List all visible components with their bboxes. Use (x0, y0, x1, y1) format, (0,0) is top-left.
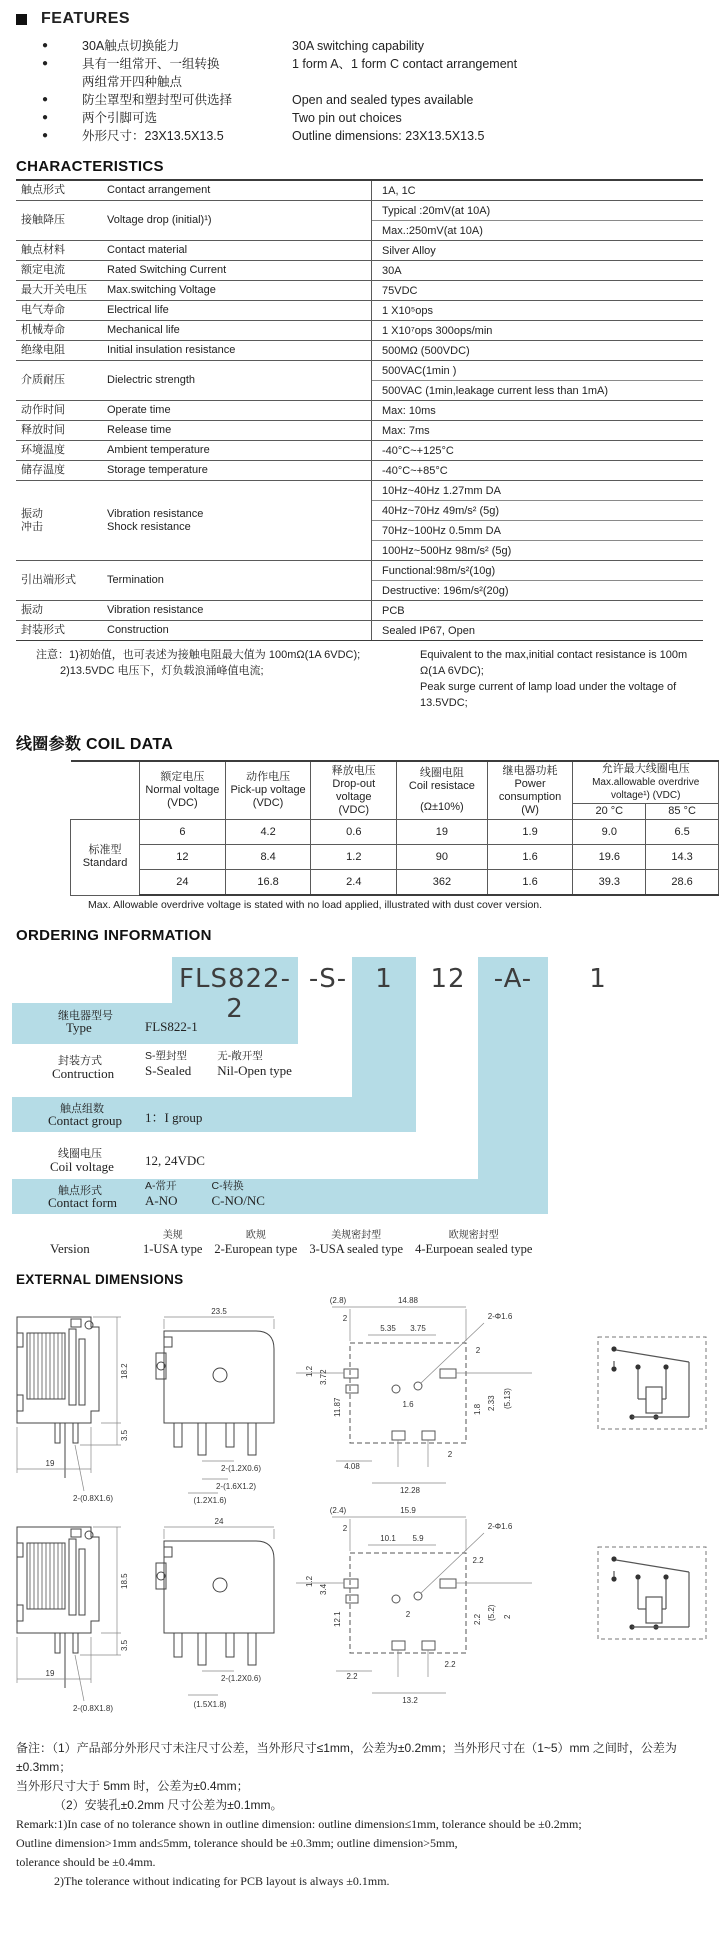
row-label-en: Termination (107, 574, 164, 586)
table-row (16, 621, 703, 640)
dim-label: 3.5 (120, 1639, 129, 1651)
coil-cell: 0.6 (311, 820, 397, 845)
dim-label: 3.4 (319, 1583, 328, 1595)
row-label-en: Rated Switching Current (107, 264, 227, 276)
type-value: FLS822-1 (145, 1019, 198, 1034)
dim-label: 13.2 (402, 1696, 418, 1705)
coil-voltage-label-en: Coil voltage (50, 1159, 114, 1174)
row-label-en: Mechanical life (107, 324, 180, 336)
coil-cell: 4.2 (225, 820, 311, 845)
row-value: 1 X10⁷ops 300ops/min (382, 324, 493, 337)
table-row (16, 461, 703, 481)
feature-en: Two pin out choices (292, 111, 402, 125)
dim-label: 19 (45, 1669, 55, 1678)
dim-label: 19 (45, 1459, 55, 1468)
coil-header-normal: 额定电压 Normal voltage (VDC) (140, 761, 226, 820)
coil-cell: 14.3 (646, 845, 719, 870)
dim-label: 2.33 (487, 1395, 496, 1411)
remark-en-1: Remark:1)In case of no tolerance shown in outline dimension: outline dimension≤1mm, tolerance should be ±0.2mm; (16, 1817, 582, 1831)
row-value: 30A (382, 264, 402, 277)
group-label-en: Contact group (48, 1113, 123, 1128)
dim-label: 2 (342, 1524, 348, 1533)
dim-label: 4.08 (344, 1462, 360, 1471)
coil-cell: 1.6 (487, 870, 573, 896)
row-value: 40Hz~70Hz 49m/s² (5g) (372, 501, 703, 521)
coil-cell: 9.0 (573, 820, 646, 845)
feature-cn: 30A触点切换能力 (82, 39, 180, 53)
row-label-en: Storage temperature (107, 464, 208, 476)
row-value: Max: 10ms (382, 404, 436, 417)
coil-voltage-label-cn: 线圈电压 (58, 1148, 102, 1160)
version-options (143, 1229, 532, 1257)
bullet-icon: ● (42, 94, 49, 105)
row-value: Max: 7ms (382, 424, 430, 437)
row-label-en: Dielectric strength (107, 374, 196, 386)
table-row (16, 341, 703, 361)
relay-side-view-drawing-1 (5, 1303, 140, 1508)
type-label-cn: 继电器型号 (58, 1010, 113, 1022)
feature-en: 30A switching capability (292, 39, 425, 53)
dim-label: 2-Φ1.6 (487, 1312, 513, 1321)
form-options (145, 1180, 265, 1208)
row-label-cn: 介质耐压 (21, 374, 65, 386)
construction-options (145, 1050, 292, 1078)
dim-label: (2.8) (329, 1296, 347, 1305)
row-label-en: Initial insulation resistance (107, 344, 236, 356)
row-value: 500MΩ (500VDC) (382, 344, 470, 357)
feature-en: Open and sealed types available (292, 93, 474, 107)
row-value: Sealed IP67, Open (382, 624, 475, 637)
feature-item (0, 110, 719, 126)
table-row (16, 561, 703, 601)
row-value: Functional:98m/s²(10g) (372, 561, 703, 581)
table-row (16, 421, 703, 441)
coil-footnote: Max. Allowable overdrive voltage is stated with no load applied, illustrated with dust cover version. (88, 899, 543, 911)
row-label-en: Contact arrangement (107, 184, 211, 196)
dim-label: 2 (475, 1346, 481, 1355)
feature-item (0, 128, 719, 144)
dim-label: 2-(0.8X1.8) (72, 1704, 114, 1713)
coil-cell: 16.8 (225, 870, 311, 896)
pcb-layout-drawing-1 (288, 1291, 540, 1509)
row-label-cn: 电气寿命 (21, 304, 65, 316)
dim-label: (5.2) (487, 1604, 496, 1621)
option: A-常开 A-NO (145, 1180, 178, 1208)
row-label-cn: 绝缘电阻 (21, 344, 65, 356)
construction-label-en: Contruction (52, 1066, 115, 1081)
code-part-construction: -S- (308, 964, 348, 994)
external-dimensions-title: EXTERNAL DIMENSIONS (16, 1272, 184, 1287)
pcb-layout-drawing-2 (288, 1501, 540, 1719)
dim-label: 12.28 (399, 1486, 421, 1495)
ordering-title: ORDERING INFORMATION (16, 927, 212, 944)
coil-cell: 362 (397, 870, 488, 896)
dim-label: 2-(1.6X1.2) (215, 1482, 257, 1491)
row-label-en: Voltage drop (initial)¹) (107, 214, 212, 226)
coil-cell: 12 (140, 845, 226, 870)
coil-header-resistance: 线圈电阻 Coil resistace (Ω±10%) (397, 761, 488, 820)
table-row (16, 261, 703, 281)
dim-label: 23.5 (211, 1307, 227, 1316)
coil-voltage-value: 12, 24VDC (145, 1153, 205, 1168)
row-label-en: Contact material (107, 244, 188, 256)
row-label-en: Ambient temperature (107, 444, 210, 456)
code-part-version: 1 (589, 964, 607, 994)
dim-label: 2-(1.2X0.6) (220, 1674, 262, 1683)
section-square-icon (16, 14, 27, 25)
coil-blank-header (71, 761, 140, 820)
form-label-en: Contact form (48, 1195, 117, 1210)
row-value: 500VAC(1min ) (372, 361, 703, 381)
table-row (16, 241, 703, 261)
dim-label: (1.2X1.6) (193, 1496, 227, 1505)
note-en-1: Equivalent to the max,initial contact resistance is 100m Ω(1A 6VDC); (420, 649, 688, 677)
dim-label: 3.75 (410, 1324, 426, 1333)
code-part-voltage: 12 (430, 964, 466, 994)
bullet-icon: ● (42, 112, 49, 123)
row-value: 10Hz~40Hz 1.27mm DA (372, 481, 703, 501)
dim-label: 3.5 (120, 1429, 129, 1441)
coil-cell: 28.6 (646, 870, 719, 896)
relay-front-view-drawing-2 (148, 1513, 288, 1718)
ordering-diagram (0, 948, 719, 1270)
dim-label: 10.1 (380, 1534, 396, 1543)
relay-front-view-drawing-1 (148, 1303, 288, 1508)
coil-header-20c: 20 °C (573, 804, 646, 820)
group-value: 1：I group (145, 1110, 203, 1125)
highlight-column-form (478, 957, 548, 1214)
row-value: 1 X10⁵ops (382, 304, 434, 317)
dim-label: 24 (214, 1517, 224, 1526)
row-label-cn: 振动 (21, 604, 43, 616)
coil-cell: 1.2 (311, 845, 397, 870)
option: 美规 1-USA type (143, 1230, 203, 1256)
coil-cell: 1.9 (487, 820, 573, 845)
row-label-en: Vibration resistance (107, 507, 204, 520)
dim-label: 5.35 (380, 1324, 396, 1333)
table-row (16, 601, 703, 621)
dim-label: 18.5 (120, 1573, 129, 1589)
coil-header-power: 继电器功耗 Power consumption (W) (487, 761, 573, 820)
table-row (16, 301, 703, 321)
note-cn-2: 2)13.5VDC 电压下，灯负载浪涌峰值电流; (60, 665, 264, 677)
code-part-type: FLS822-2 (179, 964, 291, 1024)
row-value: Destructive: 196m/s²(20g) (382, 584, 509, 597)
feature-en: Outline dimensions: 23X13.5X13.5 (292, 129, 485, 143)
dim-label: 1.2 (305, 1575, 314, 1587)
dim-label: (5.13) (503, 1388, 512, 1409)
row-label-en: Max.switching Voltage (107, 284, 216, 296)
row-label-cn: 额定电流 (21, 264, 65, 276)
coil-cell: 6 (140, 820, 226, 845)
option: C-转换 C-NO/NC (211, 1180, 265, 1208)
table-row (16, 281, 703, 301)
row-value: -40°C~+85°C (382, 464, 448, 477)
row-value: 75VDC (382, 284, 418, 297)
row-value: 70Hz~100Hz 0.5mm DA (372, 521, 703, 541)
feature-cn-line2: 两组常开四种触点 (82, 75, 183, 89)
row-label-cn: 封装形式 (21, 624, 65, 636)
option: 欧规密封型 4-Eurpoean sealed type (415, 1230, 533, 1256)
group-label-cn: 触点组数 (60, 1103, 104, 1115)
row-label-en: Release time (107, 424, 172, 436)
dim-label: 2 (503, 1614, 512, 1619)
code-part-group: 1 (375, 964, 393, 994)
characteristics-title: CHARACTERISTICS (16, 158, 164, 175)
row-label-cn: 动作时间 (21, 404, 65, 416)
dimension-drawings (0, 1291, 719, 1729)
version-label-en: Version (50, 1241, 90, 1256)
row-label-cn: 释放时间 (21, 424, 65, 436)
dim-label: 1.8 (473, 1403, 482, 1415)
wiring-schematic-2 (592, 1541, 712, 1647)
dim-label: 1.6 (402, 1400, 414, 1409)
row-label-en: Vibration resistance (107, 604, 204, 616)
row-label-cn: 触点形式 (21, 184, 65, 196)
characteristics-table (16, 179, 703, 641)
row-value: 1A, 1C (382, 184, 416, 197)
relay-side-view-drawing-2 (5, 1513, 140, 1718)
remark-en-2: Outline dimension>1mm and≤5mm, tolerance should be ±0.3mm; outline dimension>5mm, (16, 1836, 458, 1850)
table-row (16, 321, 703, 341)
feature-cn: 两个引脚可选 (82, 111, 158, 125)
dim-label: 2 (342, 1314, 348, 1323)
remark-cn-1: 备注：（1）产品部分外形尺寸未注尺寸公差，当外形尺寸≤1mm，公差为±0.2mm；当外形尺寸在（1~5）mm 之间时，公差为±0.3mm； (16, 1741, 677, 1774)
coil-cell: 24 (140, 870, 226, 896)
row-label-cn: 最大开关电压 (21, 284, 87, 296)
dim-label: 5.9 (412, 1534, 424, 1543)
coil-cell: 90 (397, 845, 488, 870)
coil-header-dropout: 释放电压 Drop-out voltage (VDC) (311, 761, 397, 820)
row-label-en: Electrical life (107, 304, 169, 316)
row-label-en: Construction (107, 624, 169, 636)
bullet-icon: ● (42, 58, 49, 69)
dim-label: (2.4) (329, 1506, 347, 1515)
row-value: Typical :20mV(at 10A) (372, 201, 703, 221)
table-row (16, 441, 703, 461)
row-value: -40°C~+125°C (382, 444, 454, 457)
note-en-2: Peak surge current of lamp load under the voltage of 13.5VDC; (420, 681, 677, 709)
option: 欧规 2-European type (214, 1230, 298, 1256)
type-label-en: Type (66, 1020, 92, 1035)
row-value: 100Hz~500Hz 98m/s² (5g) (382, 544, 512, 557)
row-value: PCB (382, 604, 405, 617)
dim-label: 2.2 (346, 1672, 358, 1681)
row-label-cn: 储存温度 (21, 464, 65, 476)
remark-en-3: tolerance should be ±0.4mm. (16, 1855, 156, 1869)
feature-cn: 防尘罩型和塑封型可供选择 (82, 93, 233, 107)
option: S-塑封型 S-Sealed (145, 1050, 192, 1078)
row-label-cn: 接触降压 (21, 214, 65, 226)
remarks (16, 1739, 703, 1891)
dim-label: 2 (447, 1450, 453, 1459)
option: 无-敞开型 Nil-Open type (217, 1050, 292, 1078)
coil-row-label: 标准型 Standard (71, 820, 140, 896)
remark-cn-3: （2）安装孔±0.2mm 尺寸公差为±0.1mm。 (54, 1798, 283, 1812)
feature-item (0, 92, 719, 108)
table-row (16, 401, 703, 421)
dim-label: 3.72 (319, 1369, 328, 1385)
characteristics-notes (36, 647, 703, 711)
dim-label: 2-Φ1.6 (487, 1522, 513, 1531)
coil-cell: 39.3 (573, 870, 646, 896)
wiring-schematic-1 (592, 1331, 712, 1437)
row-value: 500VAC (1min,leakage current less than 1mA) (382, 384, 609, 397)
row-label-en2: Shock resistance (107, 520, 191, 533)
feature-item (0, 56, 719, 72)
coil-header-85c: 85 °C (646, 804, 719, 820)
coil-cell: 6.5 (646, 820, 719, 845)
table-row (16, 361, 703, 401)
remark-en-4: 2)The tolerance without indicating for PCB layout is always ±0.1mm. (54, 1874, 390, 1888)
feature-item (0, 38, 719, 54)
row-label-cn: 振动 (21, 507, 43, 520)
coil-cell: 8.4 (225, 845, 311, 870)
coil-row (71, 870, 719, 896)
row-value: Silver Alloy (382, 244, 436, 257)
dim-label: 2-(0.8X1.6) (72, 1494, 114, 1503)
coil-row (71, 820, 719, 845)
dim-label: 12.1 (333, 1611, 342, 1627)
feature-cn: 具有一组常开、一组转换 (82, 57, 220, 71)
table-row (16, 201, 703, 241)
form-label-cn: 触点形式 (58, 1185, 102, 1197)
coil-header-overdrive: 允许最大线圈电压 Max.allowable overdrive voltage¹) (VDC) (573, 761, 719, 804)
dim-label: 2.2 (473, 1613, 482, 1625)
features-list (0, 38, 719, 144)
coil-row (71, 845, 719, 870)
dim-label: 2.2 (444, 1660, 456, 1669)
row-label-cn: 引出端形式 (21, 574, 76, 586)
dim-label: 2-(1.2X0.6) (220, 1464, 262, 1473)
dim-label: 18.2 (120, 1363, 129, 1379)
option: 美规密封型 3-USA sealed type (309, 1230, 404, 1256)
row-label-cn: 环境温度 (21, 444, 65, 456)
construction-label-cn: 封装方式 (58, 1055, 102, 1067)
coil-data-title: 线圈参数 COIL DATA (16, 736, 174, 753)
row-label-cn2: 冲击 (21, 520, 43, 533)
coil-header-pickup: 动作电压 Pick-up voltage (VDC) (225, 761, 311, 820)
features-header (16, 10, 719, 28)
coil-cell: 2.4 (311, 870, 397, 896)
table-row (16, 181, 703, 201)
coil-cell: 1.6 (487, 845, 573, 870)
feature-en: 1 form A、1 form C contact arrangement (292, 57, 518, 71)
note-cn-1: 注意：1)初始值，也可表述为接触电阻最大值为 100mΩ(1A 6VDC); (36, 649, 361, 661)
row-label-en: Operate time (107, 404, 171, 416)
feature-cn: 外形尺寸：23X13.5X13.5 (82, 129, 224, 143)
dim-label: 15.9 (400, 1506, 416, 1515)
table-row (16, 481, 703, 561)
bullet-icon: ● (42, 40, 49, 51)
row-value: Max.:250mV(at 10A) (382, 224, 483, 237)
row-label-cn: 触点材料 (21, 244, 65, 256)
row-label-cn: 机械寿命 (21, 324, 65, 336)
dim-label: 2.2 (472, 1556, 484, 1565)
dim-label: (1.5X1.8) (193, 1700, 227, 1709)
code-part-form: -A- (493, 964, 533, 994)
coil-cell: 19.6 (573, 845, 646, 870)
dim-label: 1.2 (305, 1365, 314, 1377)
coil-data-table (70, 760, 719, 896)
dim-label: 14.88 (397, 1296, 419, 1305)
bullet-icon: ● (42, 130, 49, 141)
dim-label: 11.87 (333, 1397, 342, 1417)
dim-label: 2 (405, 1610, 411, 1619)
coil-cell: 19 (397, 820, 488, 845)
remark-cn-2: 当外形尺寸大于 5mm 时，公差为±0.4mm； (16, 1779, 249, 1793)
features-title: FEATURES (41, 10, 131, 27)
